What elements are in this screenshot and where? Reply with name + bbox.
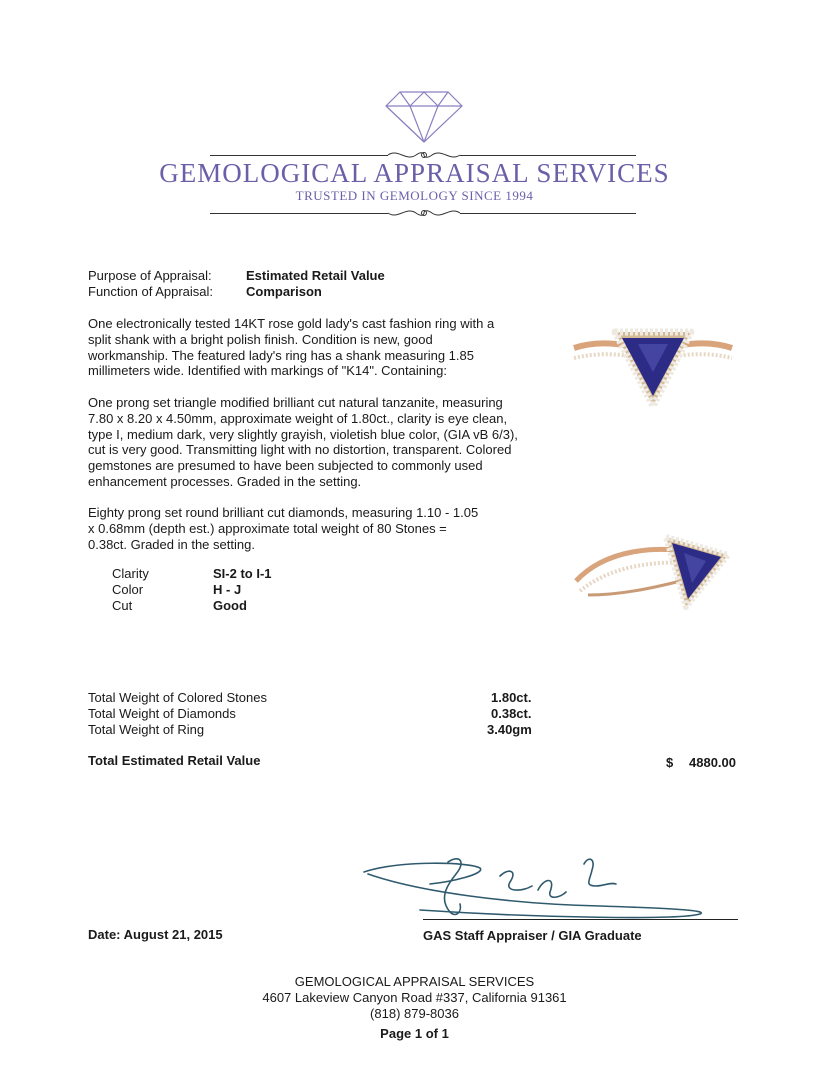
signature-caption: GAS Staff Appraiser / GIA Graduate: [423, 928, 642, 943]
purpose-value: Estimated Retail Value: [246, 268, 385, 283]
grade-value: Good: [213, 598, 247, 613]
tanzanite-description: One prong set triangle modified brilliant cut natural tanzanite, measuring 7.80 x 8.20 x 4.50mm, approximate weight of 1.80ct., clarity is eye clean, type I, medium dark, very slightly grayish, violetish blue color, (GIA vB 6/3), cut is very good. Transmitting light with no distortion, transparent. Colored gemstones are presumed to have been subjected to commonly used enhancement processes. Graded in the setting.: [88, 395, 518, 489]
ring-description: One electronically tested 14KT rose gold lady's cast fashion ring with a split shank with a bright polish finish. Condition is new, good workmanship. The featured lady's ring has a shank measuring 1.85 millimeters wide. Identified with markings of "K14". Containing:: [88, 316, 495, 379]
company-name: GEMOLOGICAL APPRAISAL SERVICES: [159, 158, 670, 188]
weight-value: 3.40gm: [487, 722, 532, 737]
total-label: Total Estimated Retail Value: [88, 753, 261, 768]
weight-value: 1.80ct.: [491, 690, 532, 705]
weight-label: Total Weight of Colored Stones: [88, 690, 267, 705]
company-tagline: TRUSTED IN GEMOLOGY SINCE 1994: [295, 188, 534, 203]
purpose-label: Purpose of Appraisal:: [88, 268, 212, 283]
ornament-icon: [386, 204, 462, 222]
ring-photo-bottom: [566, 525, 738, 611]
footer-address: 4607 Lakeview Canyon Road #337, California 91361: [262, 990, 567, 1005]
header-rule-top-right: [460, 155, 636, 156]
ring-photo-top: [568, 318, 738, 414]
total-currency: $: [666, 755, 674, 770]
signature: [360, 852, 720, 932]
diamond-description: Eighty prong set round brilliant cut diamonds, measuring 1.10 - 1.05 x 0.68mm (depth est.) approximate total weight of 80 Stones = 0.38ct. Graded in the setting.: [88, 505, 479, 552]
footer-company: GEMOLOGICAL APPRAISAL SERVICES: [294, 974, 535, 989]
diamond-icon: [382, 88, 466, 144]
grade-label: Color: [112, 582, 144, 597]
grade-label: Cut: [112, 598, 133, 613]
grade-value: H - J: [213, 582, 242, 597]
signature-line: [423, 919, 738, 920]
footer-phone: (818) 879-8036: [370, 1006, 459, 1021]
weight-label: Total Weight of Ring: [88, 722, 205, 737]
weight-label: Total Weight of Diamonds: [88, 706, 236, 721]
header-rule-top-left: [210, 155, 388, 156]
total-amount: 4880.00: [689, 755, 736, 770]
function-label: Function of Appraisal:: [88, 284, 214, 299]
appraisal-date: Date: August 21, 2015: [88, 927, 223, 942]
header-rule-bottom-left: [210, 213, 388, 214]
grade-label: Clarity: [112, 566, 149, 581]
header-rule-bottom-right: [460, 213, 636, 214]
function-value: Comparison: [246, 284, 322, 299]
weight-value: 0.38ct.: [491, 706, 532, 721]
grade-value: SI-2 to I-1: [213, 566, 272, 581]
page-number: Page 1 of 1: [380, 1026, 449, 1041]
